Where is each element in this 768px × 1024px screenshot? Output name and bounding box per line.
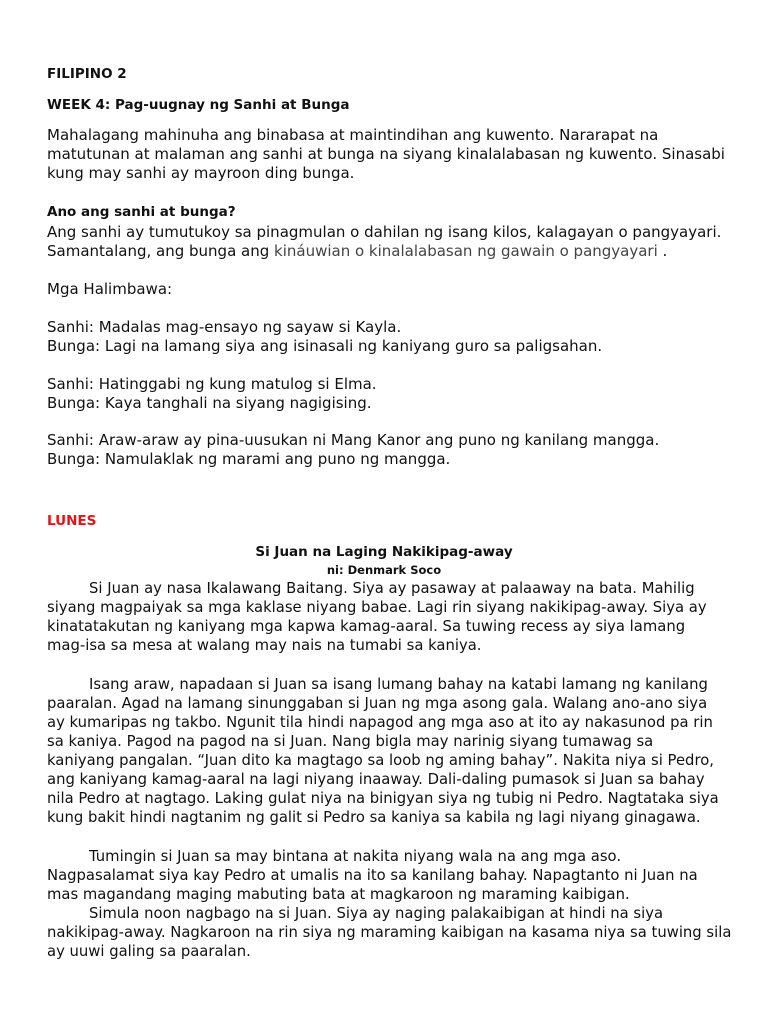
story-paragraph bbox=[47, 904, 733, 961]
examples-title: Mga Halimbawa: bbox=[47, 280, 173, 298]
story-line: Si Juan ay nasa Ikalawang Baitang. Siya ay pasaway at palaaway na bata. Mahilig bbox=[89, 580, 695, 597]
intro-paragraph bbox=[47, 126, 737, 183]
intro-line: Mahalagang mahinuha ang binabasa at maintindihan ang kuwento. Nararapat na bbox=[47, 126, 659, 144]
definition-highlight: kináuwian o kinalalabasan ng gawain o pangyayari bbox=[274, 242, 658, 260]
day-label: LUNES bbox=[47, 513, 97, 529]
story-paragraph bbox=[47, 847, 733, 904]
example-item bbox=[47, 431, 737, 469]
definition-text: . bbox=[657, 242, 668, 260]
story-line: ay uuwi galing sa paaralan. bbox=[47, 943, 251, 960]
subject-heading: FILIPINO 2 bbox=[47, 66, 127, 82]
story-line: ang kaniyang kamag-aaral na lagi niyang inaaway. Dali-daling pumasok si Juan sa bahay bbox=[47, 771, 705, 788]
example-sanhi: Sanhi: Madalas mag-ensayo ng sayaw si Kayla. bbox=[47, 318, 402, 336]
story-line: nila Pedro at nagtago. Laking gulat niya na binigyan siya ng tubig ni Pedro. Nagtataka siya bbox=[47, 790, 719, 807]
story-line: ay kumaripas ng takbo. Ngunit tila hindi napagod ang mga aso at ito ay nakasunod pa rin bbox=[47, 714, 713, 731]
story-line: siyang magpaiyak sa mga kaklase niyang babae. Lagi rin siyang nakikipag-away. Siya ay bbox=[47, 599, 707, 616]
example-bunga: Bunga: Namulaklak ng marami ang puno ng mangga. bbox=[47, 450, 451, 468]
story-line: sa kaniya. Pagod na pagod na si Juan. Nang bigla may narinig siyang tumawag sa bbox=[47, 733, 654, 750]
definition-paragraph bbox=[47, 223, 737, 261]
story-line: nakikipag-away. Nagkaroon na rin siya ng maraming kaibigan na kasama niya sa tuwing sila bbox=[47, 924, 732, 941]
story-line: mas magandang maging mabuting bata at magkaroon ng maraming kaibigan. bbox=[47, 886, 630, 903]
example-bunga: Bunga: Kaya tanghali na siyang nagigising. bbox=[47, 394, 372, 412]
story-line: paaralan. Agad na lamang sinunggaban si Juan ng mga asong gala. Walang ano-ano siya bbox=[47, 695, 708, 712]
story-line: Nagpasalamat siya kay Pedro at umalis na ito sa kanilang bahay. Napagtanto ni Juan na bbox=[47, 867, 698, 884]
story-title: Si Juan na Laging Nakikipag-away bbox=[255, 544, 513, 560]
definition-text: Samantalang, ang bunga ang bbox=[47, 242, 275, 260]
question-heading: Ano ang sanhi at bunga? bbox=[47, 204, 236, 220]
example-bunga: Bunga: Lagi na lamang siya ang isinasali ng kaniyang guro sa paligsahan. bbox=[47, 337, 603, 355]
story-line: Isang araw, napadaan si Juan sa isang lumang bahay na katabi lamang ng kanilang bbox=[89, 676, 708, 693]
definition-line bbox=[47, 242, 737, 261]
intro-line: matutunan at malaman ang sanhi at bunga na siyang kinalalabasan ng kuwento. Sinasabi bbox=[47, 145, 725, 163]
story-line: mag-isa sa mesa at walang may nais na tumabi sa kaniya. bbox=[47, 637, 482, 654]
story-paragraph bbox=[47, 675, 733, 827]
definition-line: Ang sanhi ay tumutukoy sa pinagmulan o dahilan ng isang kilos, kalagayan o pangyayari. bbox=[47, 223, 722, 241]
example-item bbox=[47, 375, 737, 413]
week-title: WEEK 4: Pag-uugnay ng Sanhi at Bunga bbox=[47, 97, 350, 113]
story-line: kaniyang pangalan. “Juan dito ka magtago sa loob ng aming bahay”. Nakita niya si Pedro, bbox=[47, 752, 714, 769]
story-line: kung bakit hindi nagtanim ng galit si Pedro sa kaniya sa kabila ng lagi niyang ginagawa. bbox=[47, 809, 701, 826]
intro-line: kung may sanhi ay mayroon ding bunga. bbox=[47, 164, 355, 182]
example-item bbox=[47, 318, 737, 356]
example-sanhi: Sanhi: Araw-araw ay pina-uusukan ni Mang Kanor ang puno ng kanilang mangga. bbox=[47, 431, 660, 449]
story-line: kinatatakutan ng kaniyang mga kapwa kamag-aaral. Sa tuwing recess ay siya lamang bbox=[47, 618, 686, 635]
story-line: Simula noon nagbago na si Juan. Siya ay naging palakaibigan at hindi na siya bbox=[89, 905, 664, 922]
example-sanhi: Sanhi: Hatinggabi ng kung matulog si Elma. bbox=[47, 375, 377, 393]
story-line: Tumingin si Juan sa may bintana at nakita niyang wala na ang mga aso. bbox=[89, 848, 622, 865]
story-author: ni: Denmark Soco bbox=[326, 563, 442, 577]
story-paragraph bbox=[47, 579, 733, 655]
